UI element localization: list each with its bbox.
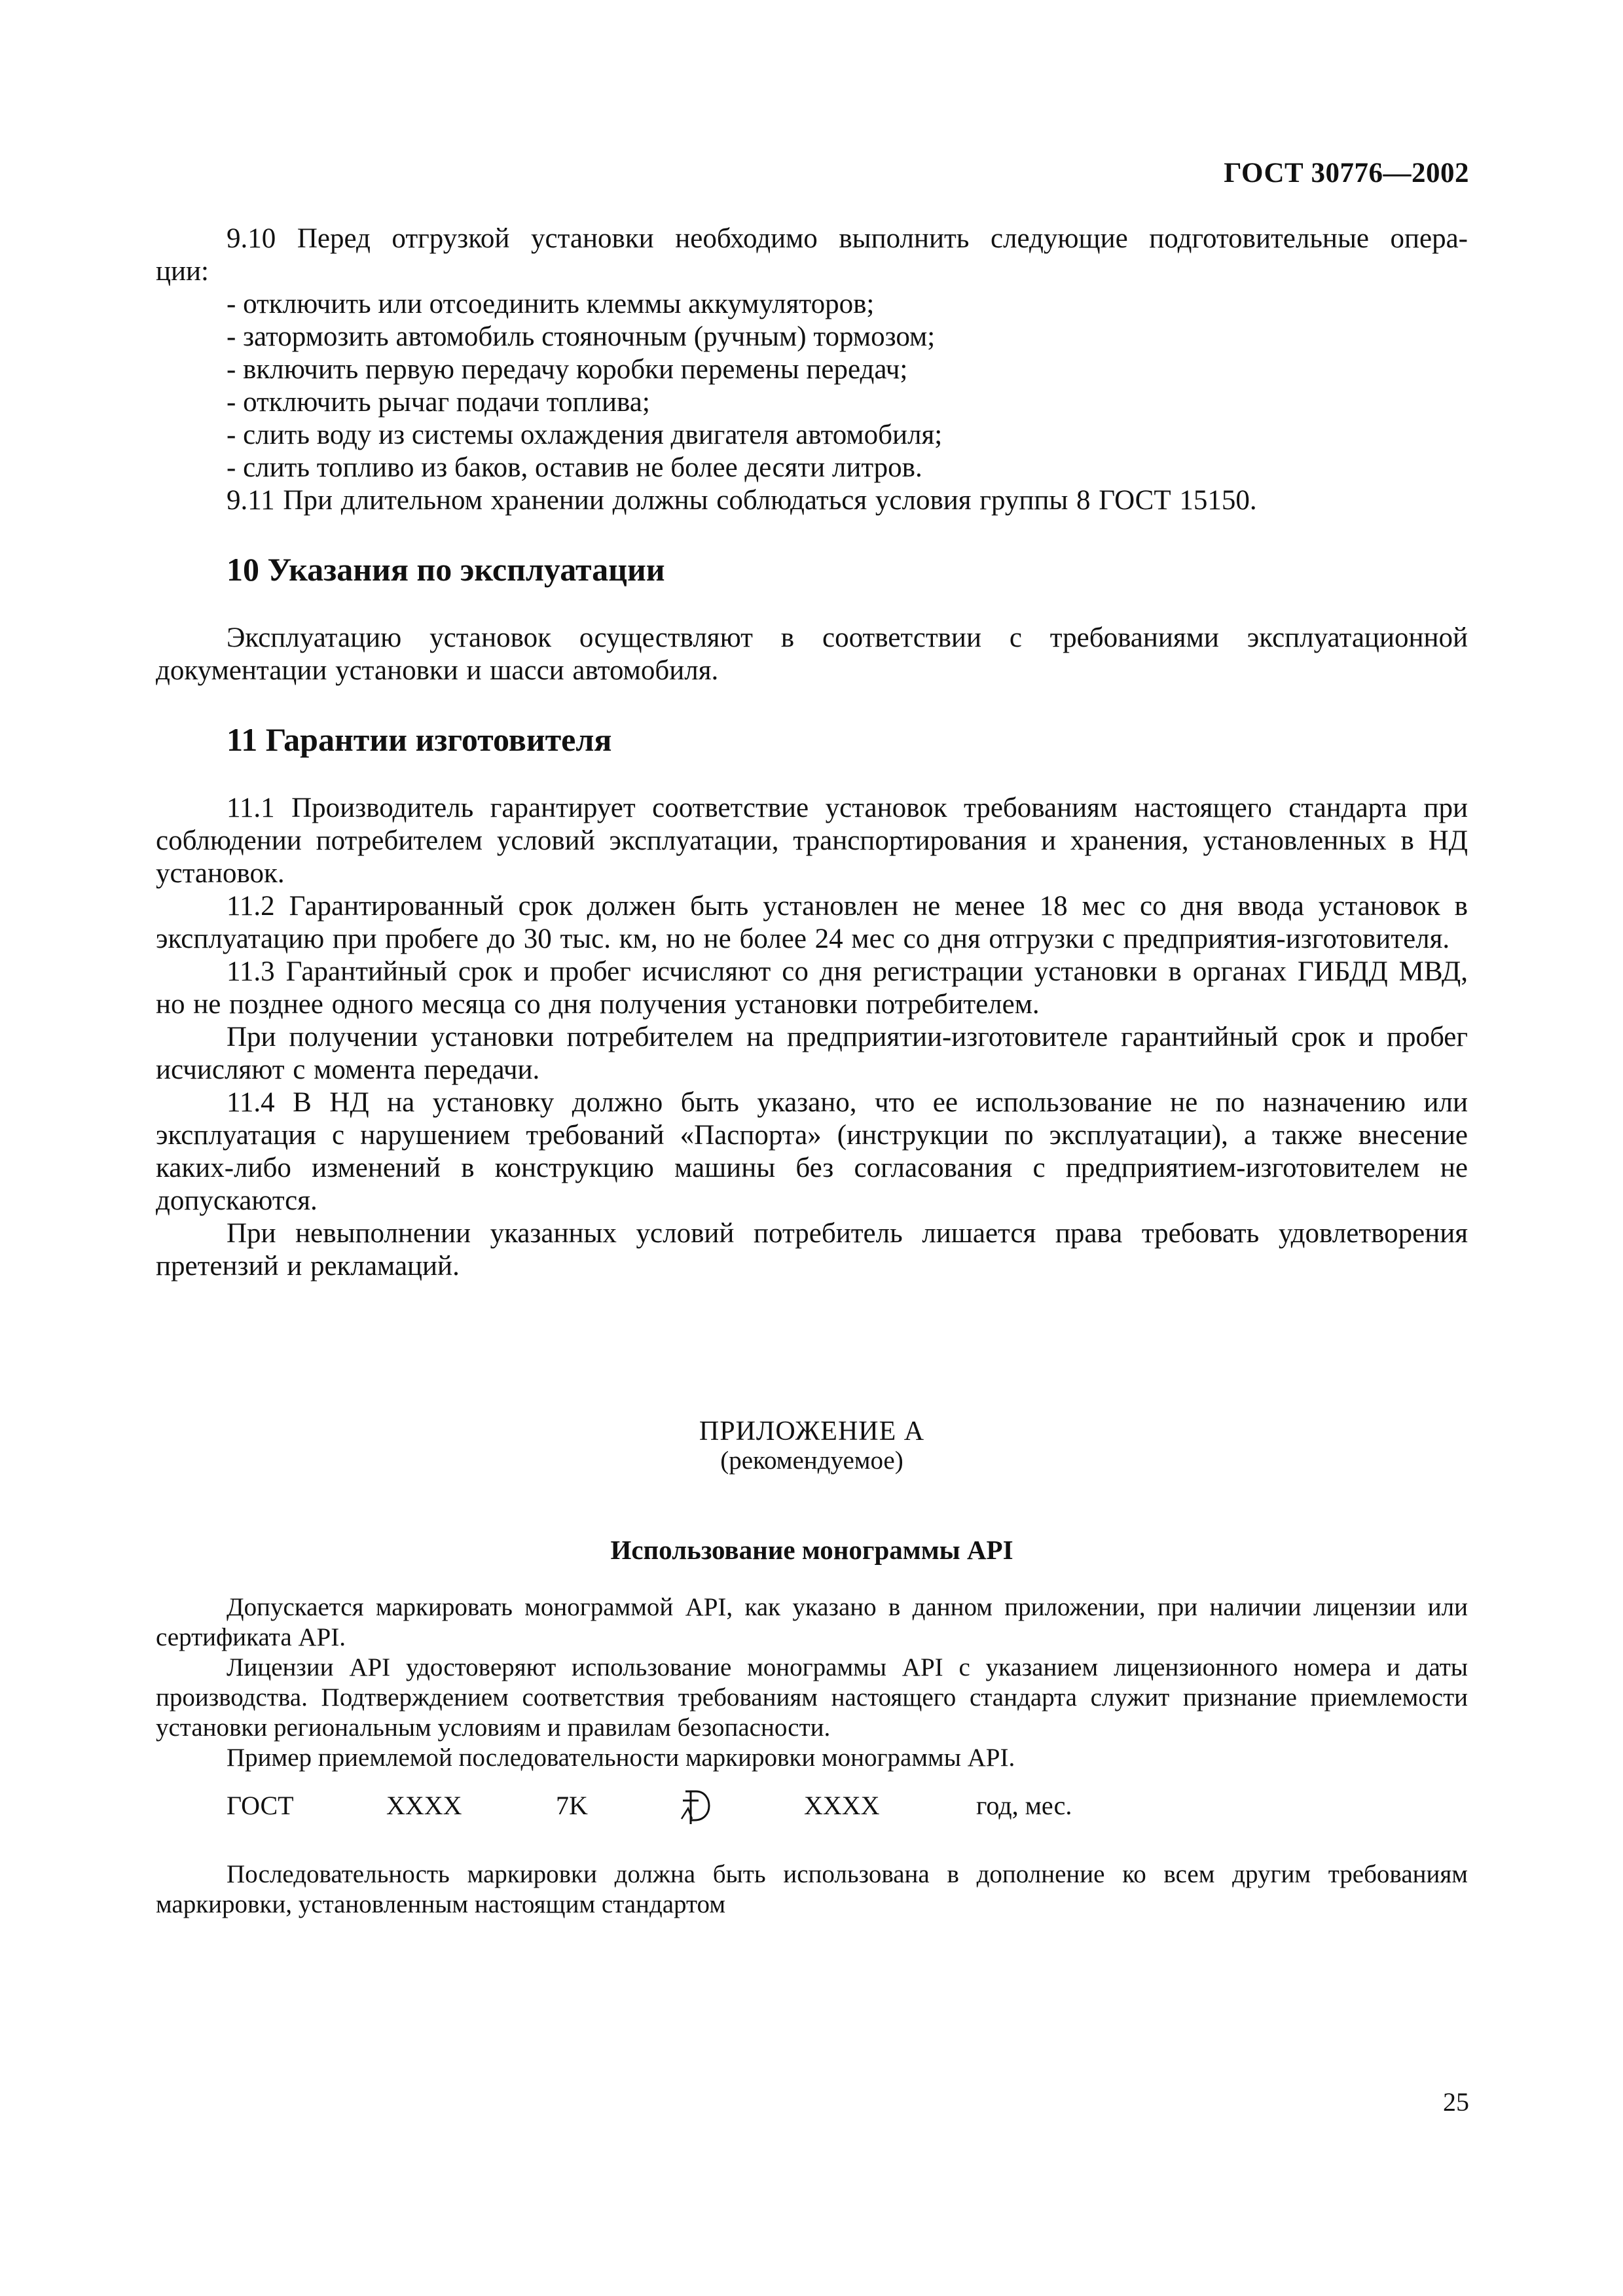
list-item: - затормозить автомобиль стояночным (ручным) тормозом;	[227, 321, 936, 352]
paragraph-11-1: 11.1 Производитель гарантирует соответствие установок требованиям настоящего стандарта при соблюдении потребителем условий эксплуатации, транспортирования и хранения, установленных в НД установок.	[156, 793, 1468, 889]
appendix-paragraph: Пример приемлемой последовательности маркировки монограммы API.	[227, 1744, 1015, 1772]
marking-code-2: XXXX	[804, 1791, 880, 1820]
paragraph-9-11: 9.11 При длительном хранении должны соблюдаться условия группы 8 ГОСТ 15150.	[227, 485, 1257, 516]
paragraph-10: Эксплуатацию установок осуществляют в соответствии с требованиями эксплуатационной документации установки и шасси автомобиля.	[156, 622, 1468, 686]
marking-date: год, мес.	[976, 1791, 1072, 1820]
document-code-header: ГОСТ 30776—2002	[1224, 158, 1469, 188]
list-item: - отключить или отсоединить клеммы аккумуляторов;	[227, 289, 875, 319]
paragraph-9-10: 9.10 Перед отгрузкой установки необходимо выполнить следующие подготовительные опера-	[227, 223, 1468, 254]
section-10-heading: 10 Указания по эксплуатации	[227, 551, 665, 588]
page-number: 25	[1443, 2087, 1469, 2117]
appendix-paragraph: Последовательность маркировки должна быть использована в дополнение ко всем другим требованиям маркировки, установленным настоящим стандартом	[156, 1860, 1468, 1918]
paragraph-11-3: 11.3 Гарантийный срок и пробег исчисляют со дня регистрации установки в органах ГИБДД МВД, но не позднее одного месяца со дня получения установки потребителем.	[156, 956, 1468, 1020]
list-item: - отключить рычаг подачи топлива;	[227, 387, 650, 418]
appendix-paragraph: Допускается маркировать монограммой API, как указано в данном приложении, при наличии лицензии или сертификата API.	[156, 1593, 1468, 1651]
marking-class: 7K	[556, 1791, 588, 1820]
marking-code-1: XXXX	[386, 1791, 462, 1820]
paragraph-11-2: 11.2 Гарантированный срок должен быть установлен не менее 18 мес со дня ввода установок в эксплуатацию при пробеге до 30 тыс. км, но не более 24 мес со дня отгрузки с предприятия-изготовителя.	[156, 891, 1468, 954]
marking-sequence	[156, 1786, 1468, 1825]
appendix-title: ПРИЛОЖЕНИЕ А	[699, 1416, 925, 1446]
paragraph-11-3-note: При получении установки потребителем на предприятии-изготовителе гарантийный срок и пробег исчисляют с момента передачи.	[156, 1022, 1468, 1085]
list-item: - включить первую передачу коробки перемены передач;	[227, 354, 908, 385]
section-11-heading: 11 Гарантии изготовителя	[227, 721, 612, 758]
list-item: - слить топливо из баков, оставив не более десяти литров.	[227, 452, 922, 483]
appendix-subtitle: (рекомендуемое)	[720, 1446, 903, 1475]
appendix-paragraph: Лицензии API удостоверяют использование монограммы API с указанием лицензионного номера и даты производства. Подтверждением соответствия требованиям настоящего стандарта служит признание приемлемости установки региональным условиям и правилам безопасности.	[156, 1653, 1468, 1742]
paragraph-11-4-note: При невыполнении указанных условий потребитель лишается права требовать удовлетворения претензий и рекламаций.	[156, 1218, 1468, 1282]
marking-gost: ГОСТ	[227, 1791, 294, 1820]
paragraph-11-4: 11.4 В НД на установку должно быть указано, что ее использование не по назначению или эксплуатация с нарушением требований «Паспорта» (инструкции по эксплуатации), а также внесение каких-либо изменений в конструкцию машины без согласования с предприятием-изготовителем не допускаются.	[156, 1087, 1468, 1216]
page-body	[156, 223, 1468, 1920]
list-item: - слить воду из системы охлаждения двигателя автомобиля;	[227, 420, 943, 450]
paragraph-9-10-cont: ции:	[156, 256, 209, 287]
appendix-heading: Использование монограммы API	[610, 1535, 1013, 1565]
api-monogram-icon	[676, 1786, 713, 1837]
